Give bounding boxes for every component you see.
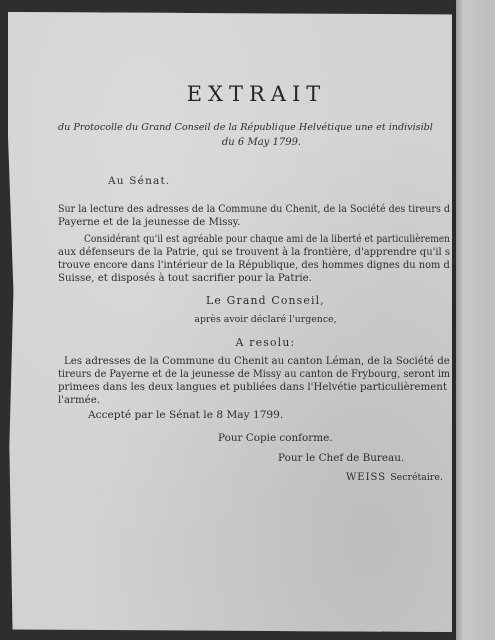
paragraph-1-line-2: Payerne et de la jeunesse de Missy. — [58, 217, 241, 228]
signature-title: Secrétaire. — [390, 472, 443, 483]
document-subtitle-line-2: du 6 May 1799. — [221, 137, 302, 148]
chief-of-bureau-line: Pour le Chef de Bureau. — [278, 452, 405, 464]
document-subtitle-line-1: du Protocolle du Grand Conseil de la République Helvétique une et indivisibl — [58, 122, 433, 133]
copy-conforme-line: Pour Copie conforme. — [218, 432, 333, 444]
addressee: Au Sénat. — [108, 175, 171, 187]
body-heading: Le Grand Conseil, — [206, 294, 325, 307]
paragraph-2-line-4: Suisse, et disposés à tout sacrifier pour la Patrie. — [58, 273, 312, 284]
paragraph-2-line-2: aux défenseurs de la Patrie, qui se trouvent à la frontière, d'apprendre qu'il s — [58, 247, 451, 258]
signature-name: WEISS — [346, 472, 387, 483]
paragraph-3-line-2: tireurs de Payerne et de la jeunesse de Missy au canton de Frybourg, seront im — [58, 369, 451, 380]
paragraph-3-line-1: Les adresses de la Commune du Chenit au canton Léman, de la Société de — [64, 356, 450, 367]
urgency-line: après avoir déclaré l'urgence, — [194, 314, 337, 325]
resolution-heading: A resolu: — [235, 336, 296, 349]
paragraph-1-line-1: Sur la lecture des adresses de la Commune du Chenit, de la Société des tireurs d — [58, 204, 450, 215]
signature — [346, 472, 443, 484]
accepted-line: Accepté par le Sénat le 8 May 1799. — [88, 409, 284, 421]
paragraph-3-line-4: l'armée. — [58, 395, 100, 406]
paragraph-3-line-3: primees dans les deux langues et publiées dans l'Helvétie particulièrement — [58, 382, 447, 393]
paragraph-2-line-3: trouve encore dans l'intérieur de la République, des hommes dignes du nom d — [58, 260, 450, 271]
paragraph-2-line-1: Considérant qu'il est agréable pour chaque ami de la liberté et particulièremen — [84, 234, 451, 245]
document-title: EXTRAIT — [186, 82, 327, 106]
